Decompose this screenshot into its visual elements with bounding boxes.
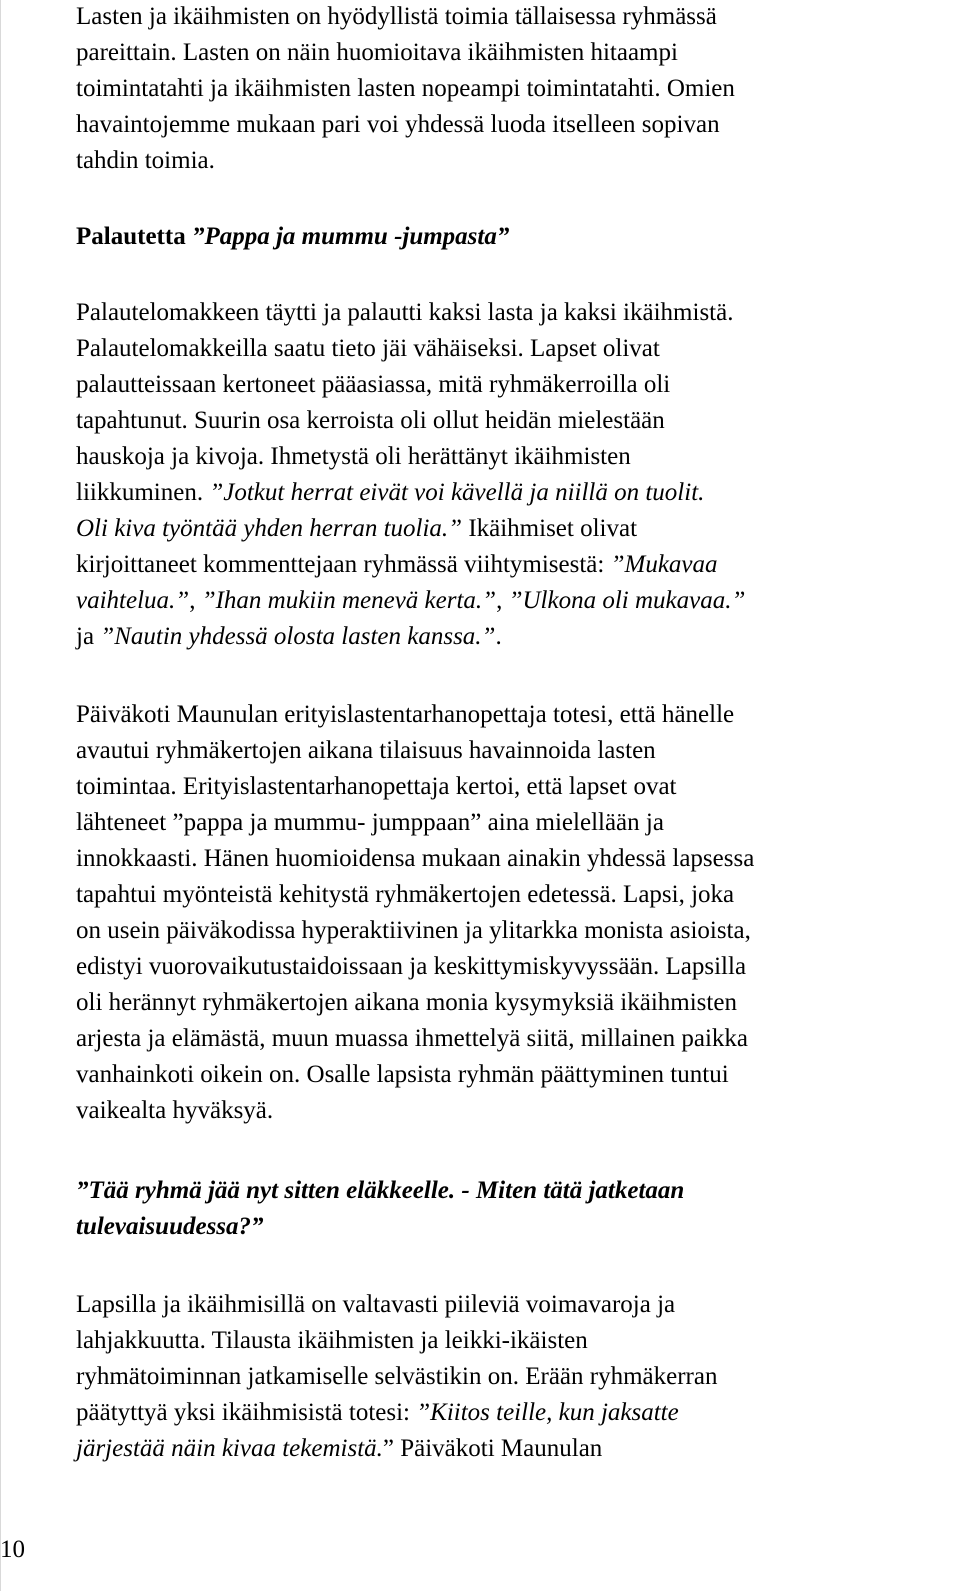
section-heading-palautetta bbox=[76, 222, 509, 252]
paragraph-2-line-2: Palautelomakkeilla saatu tieto jäi vähäiseksi. Lapset olivat bbox=[76, 335, 660, 362]
quote-run: ”Mukavaa bbox=[610, 551, 718, 578]
paragraph-1-line-4: havaintojemme mukaan pari voi yhdessä luoda itselleen sopivan bbox=[76, 111, 720, 138]
paragraph-2-line-9 bbox=[76, 586, 745, 616]
paragraph-2-line-7 bbox=[76, 514, 637, 544]
quote-run: Oli kiva työntää yhden herran tuolia.” bbox=[76, 515, 463, 542]
quote-run: vaihtelua.” bbox=[76, 587, 190, 614]
paragraph-3-line-10: arjesta ja elämästä, muun muassa ihmettelyä siitä, millainen paikka bbox=[76, 1025, 749, 1052]
paragraph-2-line-1: Palautelomakkeen täytti ja palautti kaksi lasta ja kaksi ikäihmistä. bbox=[76, 299, 734, 326]
paragraph-2-line-4: tapahtunut. Suurin osa kerroista oli ollut heidän mielestään bbox=[76, 407, 665, 434]
paragraph-3-line-6: tapahtui myönteistä kehitystä ryhmäkertojen edetessä. Lapsi, joka bbox=[76, 881, 735, 908]
quote-run: ”Kiitos teille, kun jaksatte bbox=[416, 1399, 679, 1426]
paragraph-2-line-10 bbox=[76, 622, 502, 652]
page-number: 10 bbox=[0, 1536, 25, 1563]
quote-run: ”Ulkona oli mukavaa.” bbox=[508, 587, 746, 614]
quote-heading-line-1: ”Tää ryhmä jää nyt sitten eläkkeelle. - Miten tätä jatketaan bbox=[76, 1177, 685, 1204]
paragraph-1-line-3: toimintatahti ja ikäihmisten lasten nopeampi toimintatahti. Omien bbox=[76, 75, 735, 102]
paragraph-2-line-8 bbox=[76, 550, 718, 580]
paragraph-2-line-3: palautteissaan kertoneet pääasiassa, mitä ryhmäkerroilla oli bbox=[76, 371, 671, 398]
quote-run: ”Ihan mukiin menevä kerta.” bbox=[201, 587, 497, 614]
paragraph-4-line-5 bbox=[76, 1434, 602, 1464]
paragraph-1-line-1: Lasten ja ikäihmisten on hyödyllistä toimia tällaisessa ryhmässä bbox=[76, 3, 717, 30]
text-run: , bbox=[496, 587, 509, 614]
paragraph-1-line-2: pareittain. Lasten on näin huomioitava ikäihmisten hitaampi bbox=[76, 39, 678, 66]
paragraph-1-line-5: tahdin toimia. bbox=[76, 147, 215, 174]
quote-heading-line-2: tulevaisuudessa?” bbox=[76, 1213, 264, 1240]
paragraph-3-line-1: Päiväkoti Maunulan erityislastentarhanopettaja totesi, että hänelle bbox=[76, 701, 735, 728]
text-run: päätyttyä yksi ikäihmisistä totesi: bbox=[76, 1399, 417, 1426]
paragraph-3-line-11: vanhainkoti oikein on. Osalle lapsista ryhmän päättyminen tuntui bbox=[76, 1061, 729, 1088]
paragraph-3-line-4: lähteneet ”pappa ja mummu- jumppaan” aina mielellään ja bbox=[76, 809, 664, 836]
text-run: . bbox=[495, 623, 502, 650]
text-run: liikkuminen. bbox=[76, 479, 210, 506]
text-run: Ikäihmiset olivat bbox=[462, 515, 638, 542]
text-run: ” Päiväkoti Maunulan bbox=[382, 1435, 603, 1462]
paragraph-3-line-12: vaikealta hyväksyä. bbox=[76, 1097, 274, 1124]
paragraph-3-line-3: toimintaa. Erityislastentarhanopettaja kertoi, että lapset ovat bbox=[76, 773, 677, 800]
quote-run: ”Nautin yhdessä olosta lasten kanssa.” bbox=[100, 623, 496, 650]
heading-italic-title: ”Pappa ja mummu -jumpasta” bbox=[191, 223, 510, 250]
quote-run: ”Jotkut herrat eivät voi kävellä ja niillä on tuolit. bbox=[209, 479, 705, 506]
paragraph-3-line-7: on usein päiväkodissa hyperaktiivinen ja ylitarkka monista asioista, bbox=[76, 917, 751, 944]
quote-run: järjestää näin kivaa tekemistä. bbox=[76, 1435, 383, 1462]
heading-prefix: Palautetta bbox=[76, 223, 192, 250]
text-run: kirjoittaneet kommenttejaan ryhmässä viihtymisestä: bbox=[76, 551, 611, 578]
paragraph-2-line-6 bbox=[76, 478, 704, 508]
paragraph-4-line-4 bbox=[76, 1398, 679, 1428]
paragraph-4-line-1: Lapsilla ja ikäihmisillä on valtavasti piileviä voimavaroja ja bbox=[76, 1291, 676, 1318]
paragraph-4-line-2: lahjakkuutta. Tilausta ikäihmisten ja leikki-ikäisten bbox=[76, 1327, 588, 1354]
paragraph-2-line-5: hauskoja ja kivoja. Ihmetystä oli herättänyt ikäihmisten bbox=[76, 443, 631, 470]
paragraph-3-line-2: avautui ryhmäkertojen aikana tilaisuus havainnoida lasten bbox=[76, 737, 656, 764]
text-run: ja bbox=[76, 623, 101, 650]
paragraph-3-line-9: oli herännyt ryhmäkertojen aikana monia kysymyksiä ikäihmisten bbox=[76, 989, 737, 1016]
paragraph-3-line-8: edistyi vuorovaikutustaidoissaan ja keskittymiskyvyssään. Lapsilla bbox=[76, 953, 747, 980]
page-margin-line bbox=[0, 0, 1, 1591]
text-run: , bbox=[189, 587, 202, 614]
paragraph-4-line-3: ryhmätoiminnan jatkamiselle selvästikin on. Erään ryhmäkerran bbox=[76, 1363, 718, 1390]
paragraph-3-line-5: innokkaasti. Hänen huomioidensa mukaan ainakin yhdessä lapsessa bbox=[76, 845, 755, 872]
